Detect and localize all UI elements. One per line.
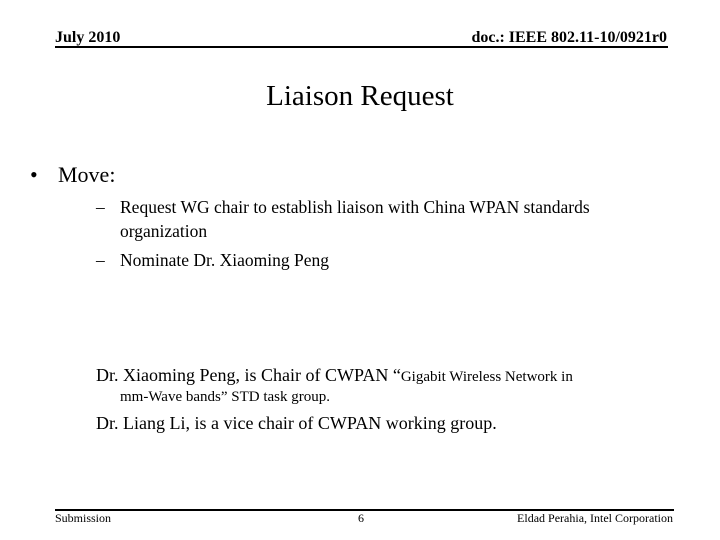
footer-submission: Submission — [55, 511, 112, 525]
note-peng-cont: mm-Wave bands” STD task group. — [120, 389, 330, 405]
header-divider — [55, 46, 668, 48]
header-doc-id: doc.: IEEE 802.11-10/0921r0 — [471, 29, 667, 46]
footer-page-number: 6 — [358, 511, 364, 525]
sub-item-text-cont: organization — [120, 221, 208, 241]
dash-icon: – — [96, 250, 105, 270]
note-peng — [96, 365, 573, 386]
sub-item-nominate — [96, 248, 329, 272]
bullet-label: Move: — [58, 162, 116, 187]
note-text-small: Gigabit Wireless Network in — [400, 369, 573, 385]
note-li: Dr. Liang Li, is a vice chair of CWPAN working group. — [96, 413, 497, 433]
dash-icon: – — [96, 197, 105, 217]
bullet-icon: • — [30, 162, 38, 187]
sub-item-text: Request WG chair to establish liaison with China WPAN standards — [120, 197, 590, 217]
sub-item-request — [96, 195, 590, 243]
bullet-move — [30, 162, 115, 188]
slide-title: Liaison Request — [266, 80, 454, 112]
header-date: July 2010 — [55, 29, 121, 46]
note-text: Dr. Xiaoming Peng, is Chair of CWPAN “ — [96, 365, 401, 385]
sub-item-text: Nominate Dr. Xiaoming Peng — [120, 250, 330, 270]
footer-author: Eldad Perahia, Intel Corporation — [517, 511, 673, 525]
